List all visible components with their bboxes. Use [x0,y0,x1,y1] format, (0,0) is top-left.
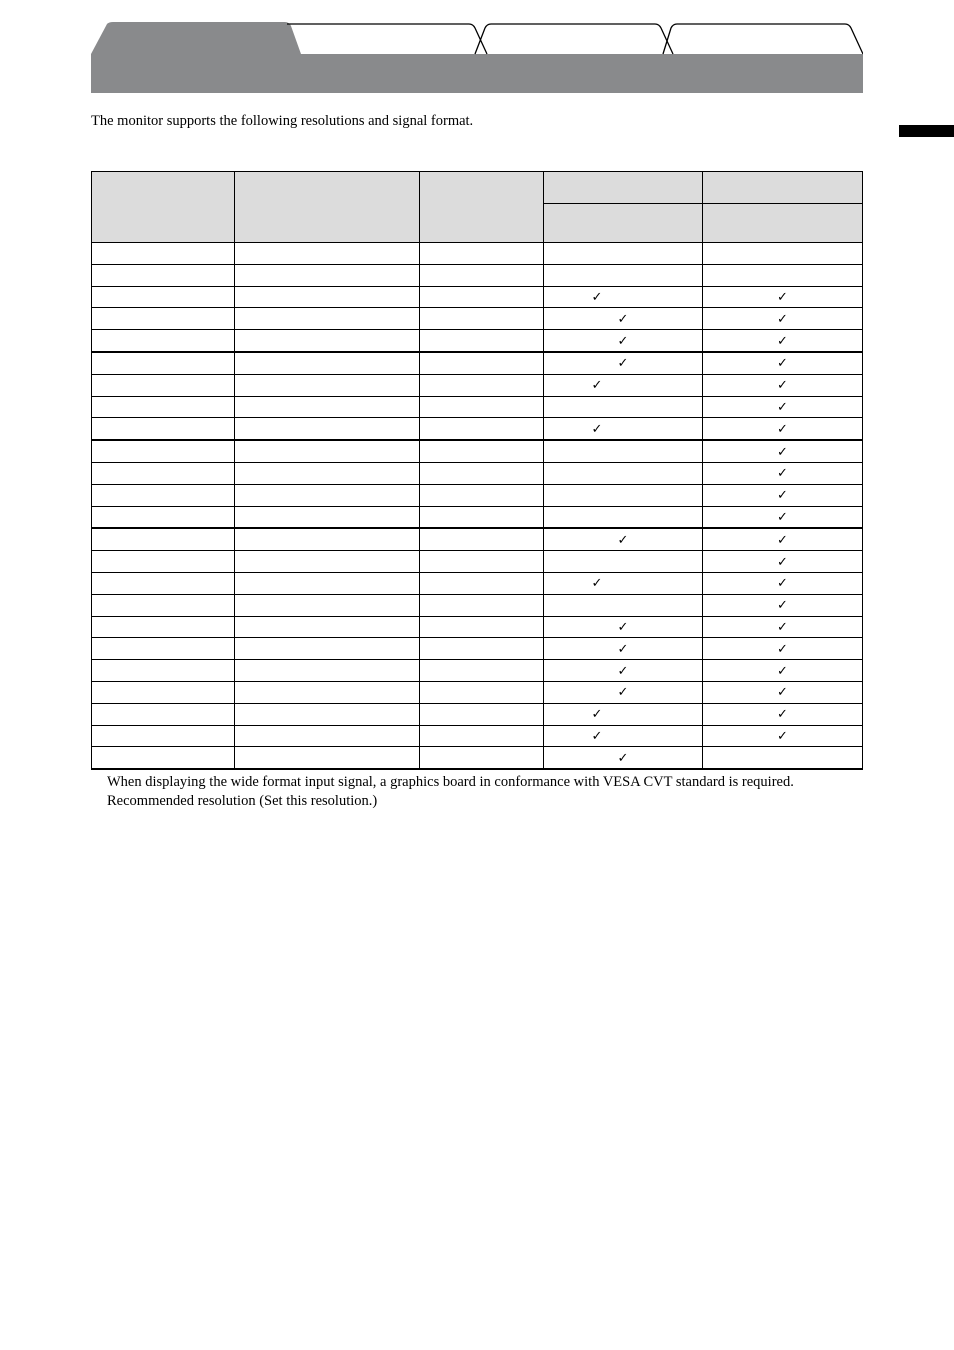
table-cell [544,506,703,528]
table-cell [703,484,863,506]
table-cell [92,528,235,550]
check-mark-icon: ✓ [777,554,788,570]
side-tab-marker [899,125,954,137]
table-cell [544,352,703,374]
check-mark-icon: ✓ [617,311,629,327]
table-cell [544,725,703,747]
check-mark-icon: ✓ [617,333,629,349]
table-row [92,440,863,462]
check-mark-icon: ✓ [617,356,629,372]
table-cell [703,330,863,352]
tab-1 [91,22,301,54]
table-row [92,660,863,682]
table-cell [544,374,703,396]
table-cell [544,440,703,462]
table-cell [703,681,863,703]
table-cell [420,660,544,682]
table-cell [703,462,863,484]
table-cell [420,506,544,528]
subheader-cell-4 [544,204,703,243]
table-cell [235,462,420,484]
table-cell [235,243,420,265]
check-mark-icon: ✓ [591,576,603,592]
table-cell [235,681,420,703]
table-row [92,528,863,550]
check-mark-icon: ✓ [617,750,629,766]
check-mark-icon: ✓ [777,333,788,349]
check-mark-icon: ✓ [777,663,788,679]
footnote-1: When displaying the wide format input signal, a graphics board in conformance with VESA CVT standard is required. [107,774,794,790]
table-row [92,638,863,660]
table-cell [703,286,863,308]
table-cell [703,572,863,594]
table-cell [92,747,235,769]
table-cell [703,418,863,440]
table-cell [235,484,420,506]
table-cell [703,638,863,660]
table-cell [420,594,544,616]
table-cell [92,440,235,462]
check-mark-icon: ✓ [617,532,629,548]
table-cell [235,528,420,550]
table-cell [92,418,235,440]
table-cell [703,374,863,396]
table-cell [420,462,544,484]
table-cell [92,703,235,725]
table-cell [235,725,420,747]
table-cell [703,725,863,747]
table-cell [235,551,420,573]
table-cell [92,594,235,616]
table-cell [235,308,420,330]
table-cell [544,572,703,594]
table-row [92,551,863,573]
footnotes [107,773,794,811]
table-cell [703,506,863,528]
table-row [92,484,863,506]
table-cell [92,243,235,265]
check-mark-icon: ✓ [777,356,788,372]
check-mark-icon: ✓ [591,289,603,305]
table-cell [92,551,235,573]
table-cell [420,747,544,769]
check-mark-icon: ✓ [777,466,788,482]
check-mark-icon: ✓ [777,619,788,635]
table-row [92,594,863,616]
table-cell [544,484,703,506]
table-cell [235,330,420,352]
table-row [92,462,863,484]
check-mark-icon: ✓ [777,641,788,657]
table-cell [544,243,703,265]
table-cell [544,703,703,725]
table-cell [544,638,703,660]
table-row [92,418,863,440]
table-cell [420,440,544,462]
check-mark-icon: ✓ [777,378,788,394]
table-cell [420,308,544,330]
table-row [92,330,863,352]
table-cell [92,396,235,418]
table-cell [92,484,235,506]
table-cell [703,243,863,265]
table-cell [420,638,544,660]
table-cell [544,660,703,682]
table-cell [420,725,544,747]
table-cell [92,681,235,703]
table-cell [420,551,544,573]
table-cell [544,396,703,418]
check-mark-icon: ✓ [777,488,788,504]
header-cell-4 [544,172,703,204]
table-cell [420,352,544,374]
table-cell [235,264,420,286]
table-cell [420,484,544,506]
check-mark-icon: ✓ [617,619,629,635]
table-cell [92,330,235,352]
table-cell [544,551,703,573]
table-cell [92,616,235,638]
table-row [92,616,863,638]
table-row [92,572,863,594]
check-mark-icon: ✓ [777,598,788,614]
check-mark-icon: ✓ [777,289,788,305]
table-cell [235,418,420,440]
check-mark-icon: ✓ [777,685,788,701]
table-body [92,243,863,770]
table-cell [92,572,235,594]
table-cell [544,616,703,638]
table-cell [92,308,235,330]
header-cell-3 [420,172,544,243]
table-row [92,243,863,265]
table-cell [235,594,420,616]
table-cell [420,703,544,725]
table-cell [235,506,420,528]
tab-3 [475,24,673,54]
table-cell [235,747,420,769]
check-mark-icon: ✓ [591,378,603,394]
table-row [92,681,863,703]
table-cell [235,660,420,682]
table-row [92,506,863,528]
table-cell [703,528,863,550]
table-cell [92,660,235,682]
check-mark-icon: ✓ [617,663,629,679]
table-cell [703,616,863,638]
table-cell [420,616,544,638]
table-cell [544,462,703,484]
tab-2 [287,24,487,54]
check-mark-icon: ✓ [777,399,788,415]
table-cell [420,396,544,418]
subheader-cell-5 [703,204,863,243]
table-cell [703,264,863,286]
table-cell [235,352,420,374]
table-cell [703,747,863,769]
check-mark-icon: ✓ [777,728,788,744]
header-cell-2 [235,172,420,243]
table-cell [703,594,863,616]
table-cell [235,286,420,308]
table-cell [420,681,544,703]
table-cell [544,286,703,308]
table-cell [235,396,420,418]
check-mark-icon: ✓ [617,641,629,657]
table-cell [420,528,544,550]
table-cell [703,660,863,682]
table-cell [92,462,235,484]
table-row [92,396,863,418]
table-cell [92,506,235,528]
table-cell [544,330,703,352]
check-mark-icon: ✓ [617,685,629,701]
footnote-2: Recommended resolution (Set this resolution.) [107,793,378,809]
table-cell [703,396,863,418]
header-cell-1 [92,172,235,243]
check-mark-icon: ✓ [591,707,603,723]
table-cell [703,551,863,573]
table-cell [420,243,544,265]
table-cell [544,264,703,286]
table-cell [92,725,235,747]
check-mark-icon: ✓ [777,421,788,437]
table-cell [235,616,420,638]
check-mark-icon: ✓ [591,421,603,437]
table-row [92,725,863,747]
table-cell [420,330,544,352]
check-mark-icon: ✓ [777,576,788,592]
table-cell [235,374,420,396]
check-mark-icon: ✓ [777,509,788,525]
table-cell [235,572,420,594]
table-cell [703,703,863,725]
table-cell [544,308,703,330]
section-tabs [91,22,863,94]
section-header-bar [91,54,863,93]
check-mark-icon: ✓ [777,444,788,460]
table-cell [235,638,420,660]
table-cell [92,352,235,374]
table-cell [92,286,235,308]
table-row [92,286,863,308]
table-cell [420,286,544,308]
table-cell [420,418,544,440]
table-cell [544,528,703,550]
table-cell [703,352,863,374]
table-cell [92,264,235,286]
table-cell [420,264,544,286]
table-cell [544,747,703,769]
table-cell [544,418,703,440]
table-cell [92,638,235,660]
intro-text: The monitor supports the following resolutions and signal format. [91,113,474,129]
table-cell [235,703,420,725]
table-cell [235,440,420,462]
check-mark-icon: ✓ [777,707,788,723]
check-mark-icon: ✓ [777,311,788,327]
tab-4 [663,24,863,54]
table-row [92,352,863,374]
header-cell-5 [703,172,863,204]
table-cell [92,374,235,396]
check-mark-icon: ✓ [777,532,788,548]
table-row [92,264,863,286]
table-row [92,374,863,396]
resolution-table [91,171,863,770]
table-cell [703,308,863,330]
table-cell [703,440,863,462]
table-cell [544,594,703,616]
table-cell [420,374,544,396]
table-row [92,703,863,725]
check-mark-icon: ✓ [591,728,603,744]
table-row [92,308,863,330]
table-cell [544,681,703,703]
table-cell [420,572,544,594]
table-row [92,747,863,769]
tab-header-graphic [91,22,863,94]
